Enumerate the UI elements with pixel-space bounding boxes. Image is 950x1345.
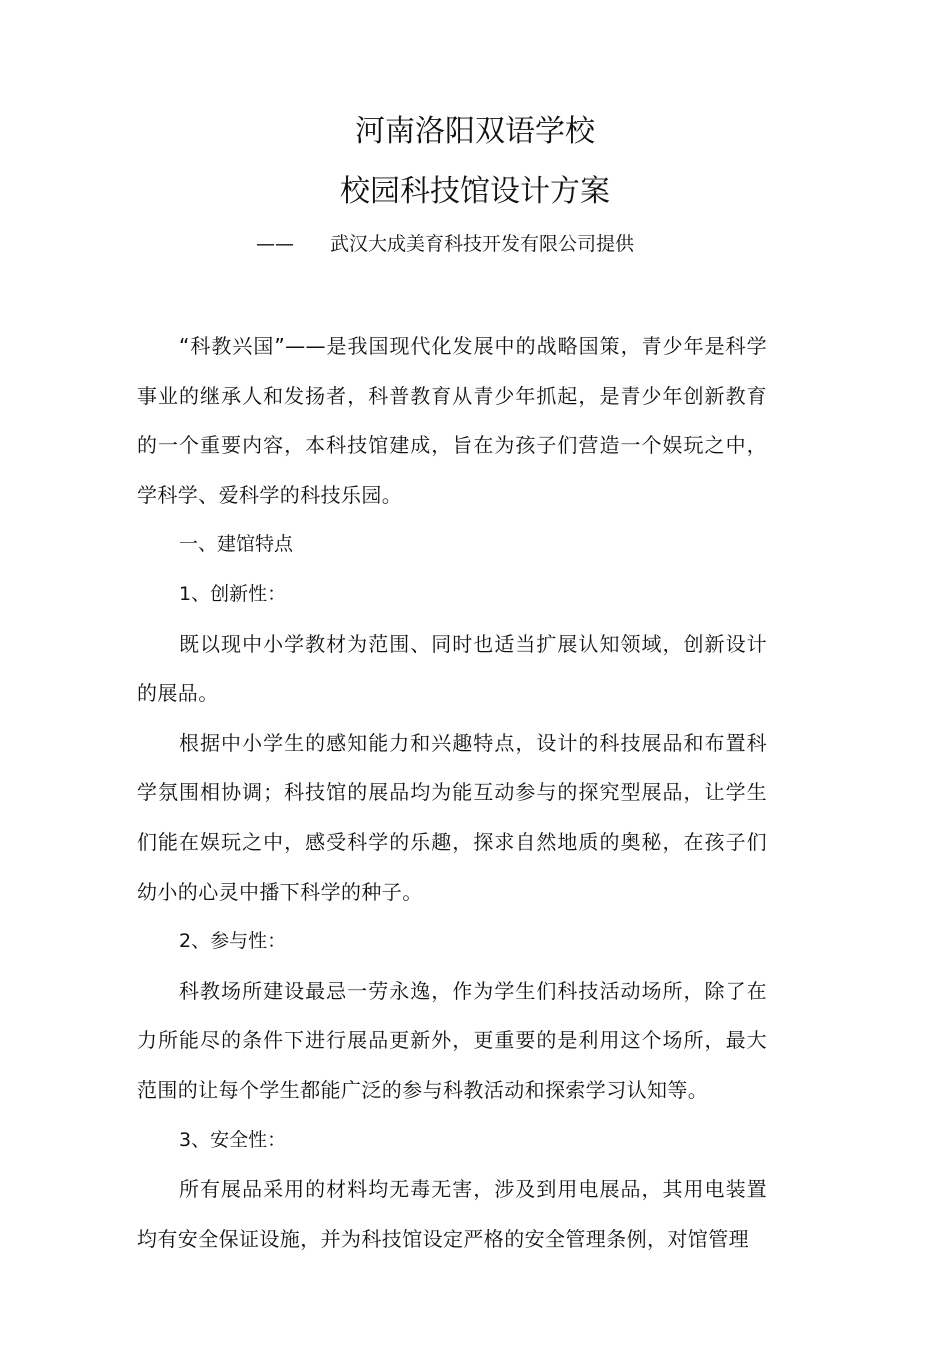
section-heading: 一、建馆特点: [179, 533, 294, 556]
safety-paragraph: 所有展品采用的材料均无毒无害，涉及到用电展品，其用电装置均有安全保证设施，并为科技馆设定严格的安全管理条例，对馆管理: [137, 1177, 767, 1251]
provider-name: 武汉大成美育科技开发有限公司提供: [330, 233, 635, 255]
document-subtitle: 校园科技馆设计方案: [340, 174, 610, 209]
item-heading-participation: 2、参与性：: [179, 930, 287, 953]
item-heading-safety: 3、安全性：: [179, 1128, 287, 1151]
innovation-paragraph-2: 根据中小学生的感知能力和兴趣特点，设计的科技展品和布置科学氛围相协调；科技馆的展品均为能互动参与的探究型展品，让学生们能在娱玩之中，感受科学的乐趣，探求自然地质的奥秘，在孩子们幼小的心灵中播下科学的种子。: [137, 730, 767, 904]
item-heading-innovation: 1、创新性：: [179, 582, 287, 605]
intro-paragraph: “科教兴国”——是我国现代化发展中的战略国策，青少年是科学事业的继承人和发扬者，科普教育从青少年抓起，是青少年创新教育的一个重要内容，本科技馆建成，旨在为孩子们营造一个娱玩之中，学科学、爱科学的科技乐园。: [137, 334, 767, 507]
document-body: [137, 322, 767, 1264]
document-title: 河南洛阳双语学校: [355, 114, 595, 149]
participation-paragraph: 科教场所建设最忌一劳永逸，作为学生们科技活动场所，除了在力所能尽的条件下进行展品更新外，更重要的是利用这个场所，最大范围的让每个学生都能广泛的参与科教活动和探索学习认知等。: [137, 978, 767, 1102]
provider-dash: ——: [256, 233, 294, 255]
provider-line: [256, 228, 634, 260]
innovation-paragraph-1: 既以现中小学教材为范围、同时也适当扩展认知领域，创新设计的展品。: [137, 631, 767, 706]
